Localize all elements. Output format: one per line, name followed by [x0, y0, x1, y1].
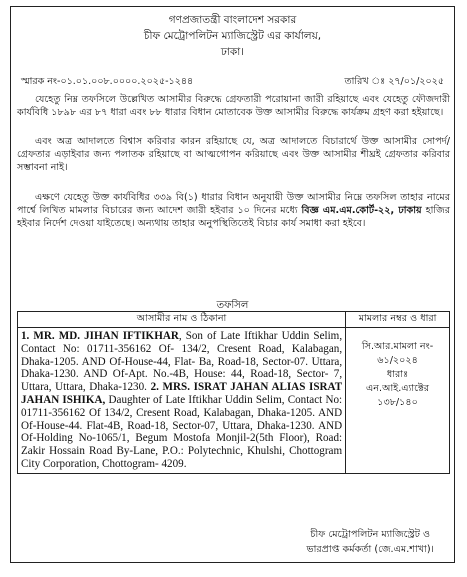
- accused-2-detail: Daughter of Late Iftikhar Uddin Selim, Contact No: 01711-356162 Of 134/2, Cresent Road, Kalabagan, Dhaka-1205. AND Of-House-44. Flat-4B, Road-18, Sector-07, Uttara, Dhaka-1230. AND Of-Holding No-1065/1, Begum Mostofa Monjil-2(5th Floor), Road: Zakir Hossain Road By-Lane, P.O.: Polytechnic, Khulshi, Chottogram City Corporation, Chottogram- 4209.: [21, 393, 343, 470]
- office-title: চীফ মেট্রোপলিটন ম্যাজিস্ট্রেট এর কার্যালয়,: [143, 30, 322, 42]
- paragraph-1: যেহেতু নিম্ন তফসিলে উল্লেখিত আসামীর বিরুদ্ধে গ্রেফতারী পরোয়ানা জারী রহিয়াছে এবং যেহেতু ফৌজদারী কার্যবিধি ১৮৯৮ এর ৮৭ ধারা এবং ৮৮ ধারার বিধান মোতাবেক উক্ত আসামীর বিরুদ্ধে কার্যক্রম গ্রহণ করা হইয়াছে।: [17, 94, 450, 119]
- memo-date: তারিখ ঃ ২৭/০১/২০২৫: [344, 76, 444, 87]
- office-city: ঢাকা।: [220, 46, 245, 58]
- signature-line-2: ভারপ্রাপ্ত কর্মকর্তা (জে.এম.শাখা)।: [306, 544, 434, 555]
- case-act: এন.আই.এ্যাক্টের ১৩৮/১৪০: [366, 383, 430, 408]
- paragraph-3-text: এক্ষণে যেহেতু উক্ত কার্যবিধির ৩৩৯ বি(১) ধারার বিধান অনুযায়ী উক্ত আসামীর নিম্নে তফসিল তাহার নামের পার্শ্বে লিখিত মামলার বিচারের জন্য আদেশ জারী হইবার ১০ দিনের মধ্যে: [17, 192, 450, 217]
- paragraph-2: এবং অত্র আদালতে বিশ্বাস করিবার কারন রহিয়াছে যে, অত্র আদালতে বিচারার্থে উক্ত আসামীর সোপর্দ/গ্রেফতার এড়াইবার জন্য পলাতক রহিয়াছে বা আত্মগোপন করিয়াছে এবং উক্ত আসামীর শীঘ্রই গ্রেফতার করিবার সম্ভাবনা নাই।: [17, 136, 450, 174]
- schedule-row: [18, 328, 450, 474]
- court-name: বিজ্ঞ এম.এম.কোর্ট-২২, ঢাকায়: [301, 205, 422, 217]
- paragraph-3: [17, 191, 450, 231]
- schedule-title: তফসিল: [216, 300, 249, 311]
- signature-block: [306, 527, 434, 557]
- gov-title: গণপ্রজাতন্ত্রী বাংলাদেশ সরকার: [168, 14, 297, 26]
- accused-2-name: 2. MRS. ISRAT JAHAN ALIAS ISRAT JAHAN ISHIKA,: [21, 381, 343, 406]
- col-header-name: আসামীর নাম ও ঠিকানা: [18, 312, 346, 328]
- accused-1-detail: , Son of Late Iftikhar Uddin Selim, Contact No: 01711-356162 Of- 134/2, Cresent Road, Kalabagan, Dhaka-1205. AND Of-House-44, Flat- Ba, Road-18, Sector-07. Uttara, Dhaka-1230. AND Of-Apt. No.-4B, House: 44, Road-18, Sector- 7, Uttara, Uttara, Dhaka-1230.: [21, 330, 343, 394]
- paragraph-3-tail: হাজির হইবার নির্দেশ দেওয়া যাইতেছে। অন্যথায় তাহার অনুপস্থিতিতেই বিচার কার্য সমাধা করা হইবে।: [17, 205, 450, 230]
- accused-1-name: 1. MR. MD. JIHAN IFTIKHAR: [21, 330, 179, 342]
- schedule-header-row: [18, 312, 450, 328]
- col-header-case: মামলার নম্বর ও ধারা: [346, 312, 450, 328]
- schedule-table: [17, 311, 450, 474]
- case-section-label: ধারাঃ: [386, 369, 409, 380]
- signature-line-1: চীফ মেট্রোপলিটন ম্যাজিস্ট্রেট ও: [310, 529, 431, 540]
- case-cell: [346, 328, 450, 474]
- accused-cell: [18, 328, 346, 474]
- case-number: সি.আর.মামলা নং- ৬১/২০২৪: [361, 341, 434, 366]
- memo-ref: স্মারক নং-০১.০১.০০৮.০০০০.২০২৫-১২৪৪: [21, 76, 194, 87]
- notice-frame: [10, 6, 455, 563]
